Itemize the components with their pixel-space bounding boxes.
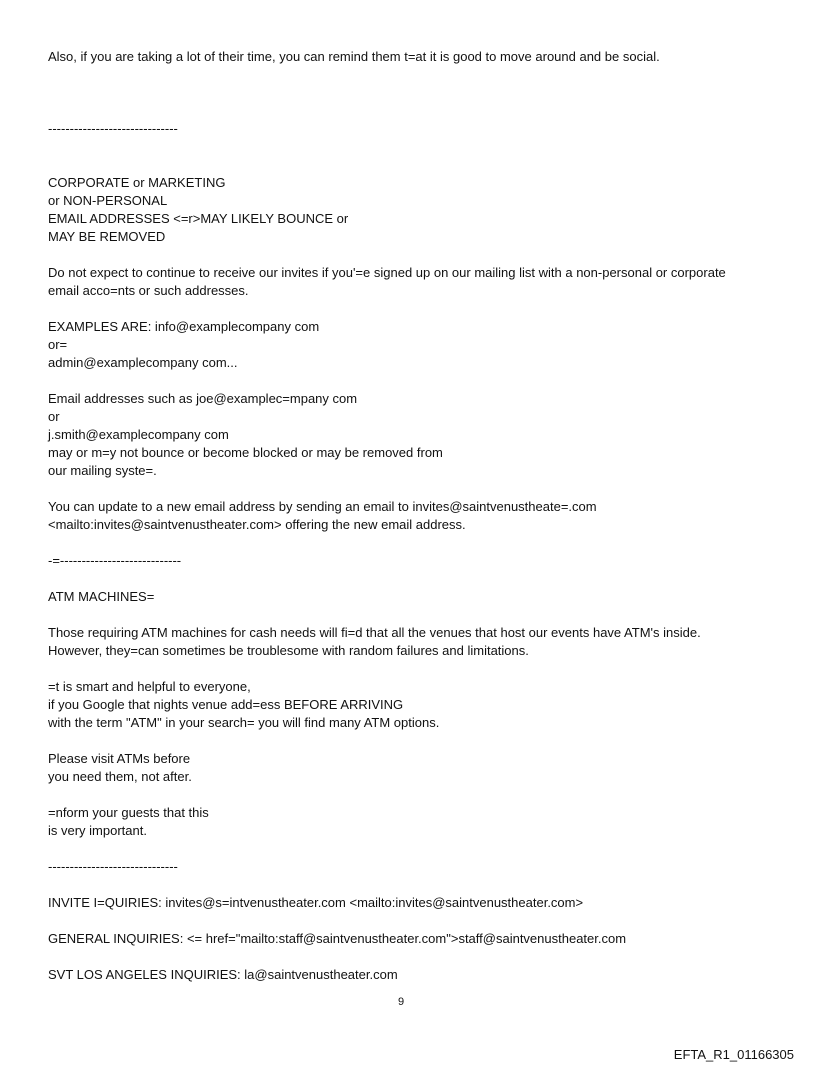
body-text-line: However, they=can sometimes be troublesome with random failures and limitations. [48,643,529,658]
document-id: EFTA_R1_01166305 [673,1047,794,1062]
separator-line: ------------------------------ [48,859,178,874]
body-text-line: Also, if you are taking a lot of their time, you can remind them t=at it is good to move around and be social. [48,49,660,64]
section-heading-line: EMAIL ADDRESSES <=r>MAY LIKELY BOUNCE or [48,211,349,226]
page-number: 9 [398,996,405,1008]
contact-line: GENERAL INQUIRIES: <= href="mailto:staff@saintvenustheater.com">staff@saintvenustheater.com [48,931,627,946]
section-heading-line: MAY BE REMOVED [48,229,166,244]
body-text-line: =t is smart and helpful to everyone, [48,679,251,694]
body-text-line: <mailto:invites@saintvenustheater.com> offering the new email address. [48,517,466,532]
body-text-line: Do not expect to continue to receive our invites if you'=e signed up on our mailing list with a non-personal or corporate [48,265,726,280]
section-heading-line: ATM MACHINES= [48,589,155,604]
body-text-line: Please visit ATMs before [48,751,191,766]
body-text-line: our mailing syste=. [48,463,157,478]
body-text-line: is very important. [48,823,147,838]
section-heading-line: or NON-PERSONAL [48,193,168,208]
body-text-line: if you Google that nights venue add=ess BEFORE ARRIVING [48,697,404,712]
body-text-line: admin@examplecompany com... [48,355,238,370]
body-text-line: =nform your guests that this [48,805,209,820]
body-text-line: you need them, not after. [48,769,192,784]
section-heading-line: CORPORATE or MARKETING [48,175,226,190]
body-text-line: email acco=nts or such addresses. [48,283,249,298]
separator-line: ------------------------------ [48,121,178,136]
body-text-line: j.smith@examplecompany com [48,427,229,442]
body-text-line: Those requiring ATM machines for cash needs will fi=d that all the venues that host our events have ATM's inside. [48,625,701,640]
separator-line: -=---------------------------- [48,553,182,568]
contact-line: SVT LOS ANGELES INQUIRIES: la@saintvenustheater.com [48,967,398,982]
body-text-line: or= [48,337,68,352]
body-text-line: with the term "ATM" in your search= you will find many ATM options. [48,715,440,730]
body-text-line: or [48,409,60,424]
body-text-line: may or m=y not bounce or become blocked or may be removed from [48,445,443,460]
contact-line: INVITE I=QUIRIES: invites@s=intvenustheater.com <mailto:invites@saintvenustheater.com> [48,895,584,910]
body-text-line: Email addresses such as joe@examplec=mpany com [48,391,358,406]
body-text-line: You can update to a new email address by sending an email to invites@saintvenustheate=.com [48,499,597,514]
body-text-line: EXAMPLES ARE: info@examplecompany com [48,319,320,334]
